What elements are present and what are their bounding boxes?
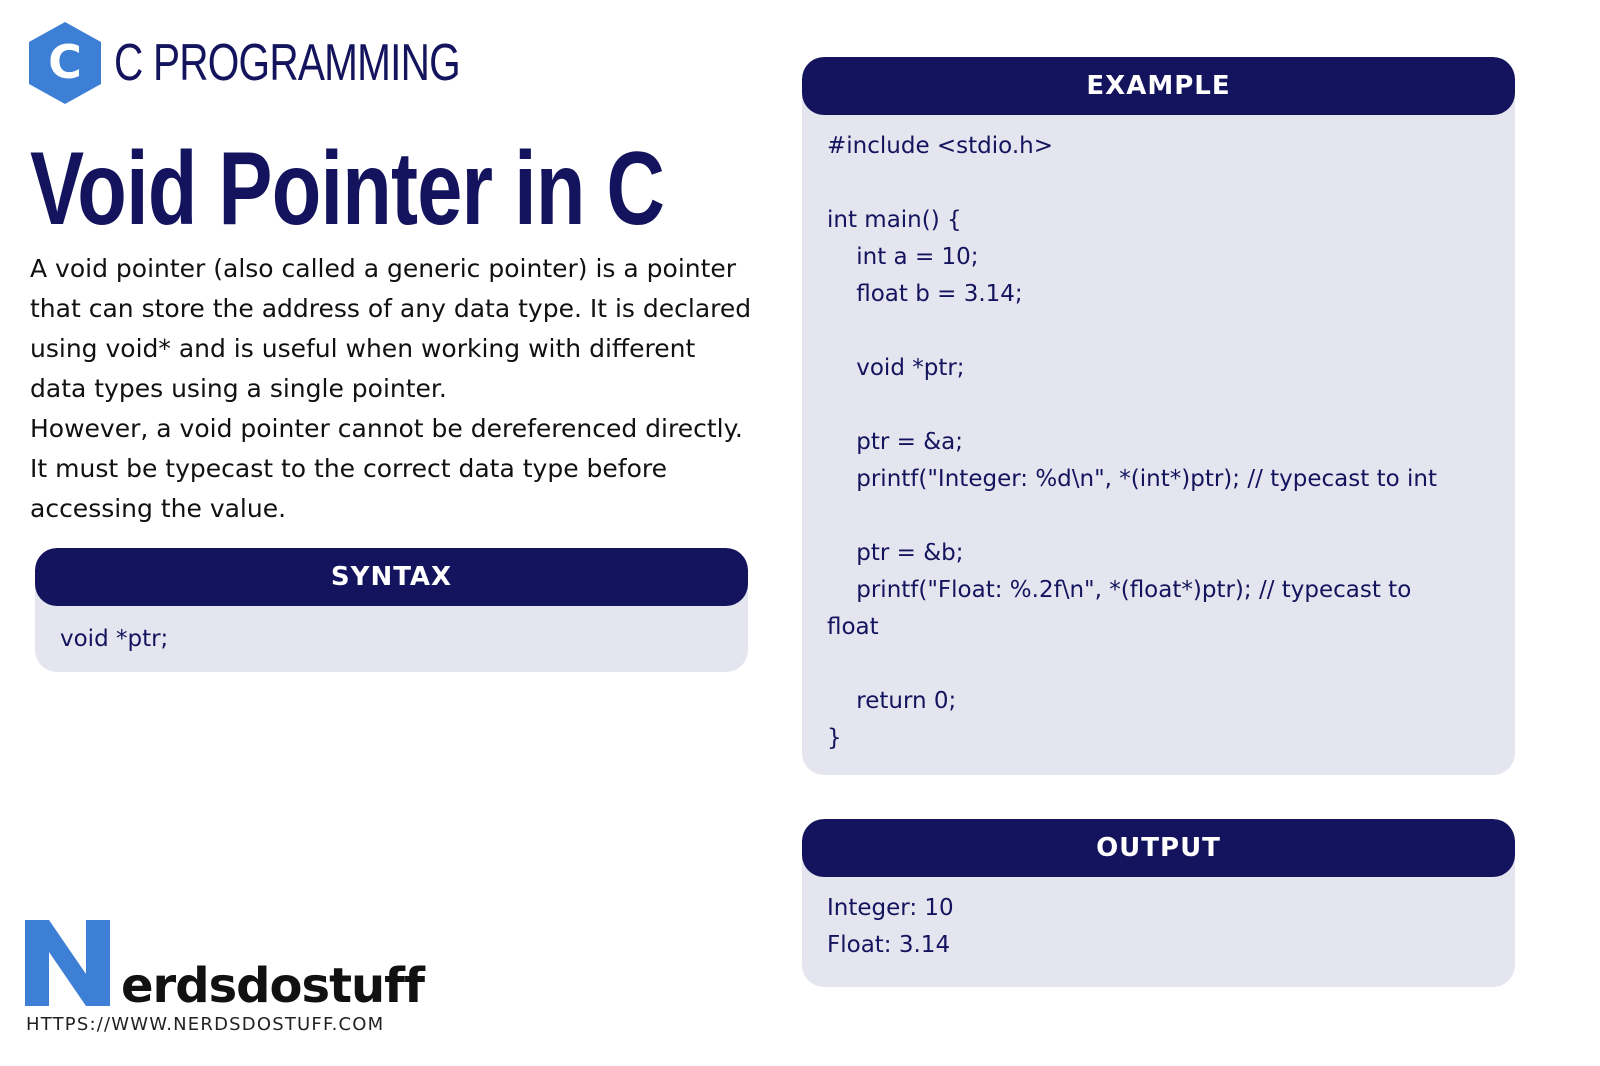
syntax-code: void *ptr; — [60, 626, 169, 652]
output-card — [802, 819, 1515, 987]
code-line: int main() { — [827, 207, 962, 233]
code-line — [827, 390, 1495, 427]
code-line — [827, 316, 1495, 353]
code-line: float — [827, 614, 879, 640]
description-line: that can store the address of any data type. It is declared — [30, 294, 752, 323]
description-line: accessing the value. — [30, 494, 287, 523]
website-url[interactable]: HTTPS://WWW.NERDSDOSTUFF.COM — [26, 1014, 385, 1035]
code-line: printf("Float: %.2f\n", *(float*)ptr); // typecast to — [827, 577, 1412, 603]
page-title: Void Pointer in C — [30, 131, 665, 247]
description-line: However, a void pointer cannot be dereferenced directly. — [30, 414, 743, 443]
code-line: float b = 3.14; — [827, 281, 1023, 307]
output-line: Integer: 10 — [827, 895, 954, 921]
code-line: } — [827, 725, 842, 751]
description — [30, 249, 790, 529]
output-line: Float: 3.14 — [827, 932, 951, 958]
example-card — [802, 57, 1515, 775]
code-line — [827, 501, 1495, 538]
code-line: void *ptr; — [827, 355, 965, 381]
description-line: data types using a single pointer. — [30, 374, 447, 403]
nerdsdostuff-logo — [25, 920, 424, 1014]
logo-letter: C — [48, 35, 82, 89]
brand-title: C PROGRAMMING — [114, 34, 460, 92]
code-line: printf("Integer: %d\n", *(int*)ptr); // typecast to int — [827, 466, 1437, 492]
syntax-heading: SYNTAX — [35, 548, 748, 606]
code-line: ptr = &a; — [827, 429, 963, 455]
output-heading: OUTPUT — [802, 819, 1515, 877]
logo-wordmark: erdsdostuff — [121, 958, 424, 1014]
code-line: int a = 10; — [827, 244, 979, 270]
syntax-card — [35, 548, 748, 672]
code-line: ptr = &b; — [827, 540, 964, 566]
description-line: It must be typecast to the correct data type before — [30, 454, 667, 483]
code-line — [827, 649, 1495, 686]
n-letter-logo-icon — [25, 920, 110, 1006]
output-text — [802, 877, 1515, 967]
example-heading: EXAMPLE — [802, 57, 1515, 115]
code-line — [827, 168, 1495, 205]
code-line: return 0; — [827, 688, 957, 714]
code-line: #include <stdio.h> — [827, 133, 1054, 159]
description-line: using void* and is useful when working with different — [30, 334, 696, 363]
example-code — [802, 115, 1515, 760]
brand-header — [26, 20, 557, 106]
description-line: A void pointer (also called a generic pointer) is a pointer — [30, 254, 737, 283]
c-language-logo-icon — [26, 20, 104, 106]
